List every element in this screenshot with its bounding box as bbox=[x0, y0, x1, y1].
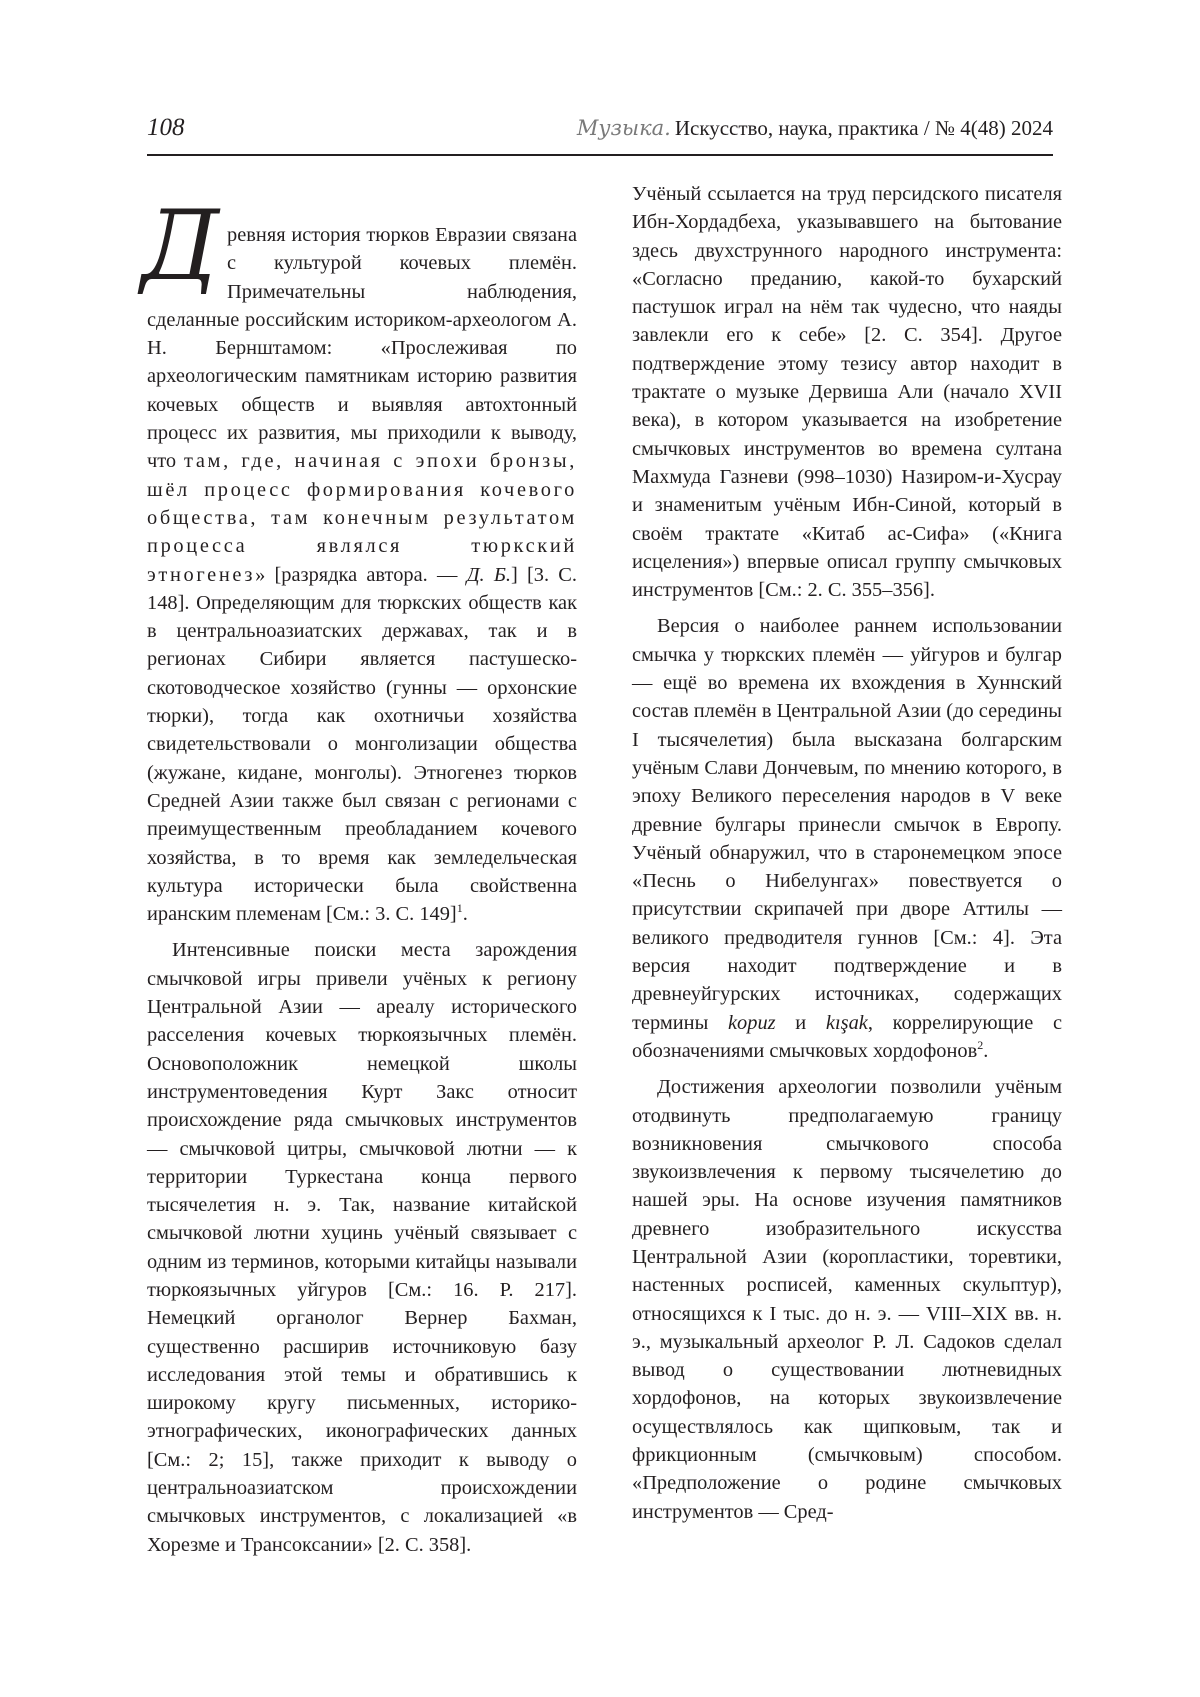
paragraph: Учёный ссылается на труд персидского писателя Ибн-Хордадбеха, указывавшего на бытование здесь двухструнного народного инструмента: «Согласно преданию, какой-то бухарский пастушок играл на нём так чудесно, что наяды завлекли его к себе» [2. С. 354]. Другое подтверждение этому тезису автор находит в трактате о музыке Дервиша Али (начало XVII века), в котором указывается на изобретение смычковых инструментов во времена султана Махмуда Газневи (998–1030) Назиром-и-Хусрау и знаменитым учёным Ибн-Синой, который в своём трактате «Китаб ас-Сифа» («Книга исцеления») впервые описал группу смычковых инструментов [См.: 2. С. 355–356]. bbox=[632, 183, 1062, 602]
text-run: ] [3. С. 148]. Определяющим для тюркских обществ как в центральноазиатских державах, так и в регионах Сибири является пастушеско-скотоводческое хозяйство (гунны — орхонские тюрки), тогда как охотничьи хозяйства свидетельствовали о монголизации общества (жужане, кидане, монголы). Этногенез тюрков Средней Азии также был связан с регионами с преимущественным преобладанием кочевого хозяйства, в то время как земледельческая культура исторически была свойственна иранским племенам [См.: 3. С. 149] bbox=[147, 563, 577, 926]
text-run: , коррелирующие с обозначениями смычковых хордофонов bbox=[632, 1011, 1063, 1062]
page-number: 108 bbox=[147, 114, 185, 141]
journal-name-script: Музыка. bbox=[576, 116, 671, 140]
left-column bbox=[141, 190, 577, 1559]
text-run: ревняя история тюрков Евразии связана с культурой кочевых племён. Примечательны наблюдения, сделанные российским историком-археологом А. Н. Бернштамом: «Прослеживая по археологическим памятникам историю развития кочевых обществ и выявляя автохтонный процесс их развития, мы приходили к выводу, что bbox=[147, 224, 577, 473]
text-run: и bbox=[775, 1011, 826, 1034]
paragraph: Достижения археологии позволили учёным отодвинуть предполагаемую границу возникновения смычкового способа звукоизвлечения к первому тысячелетию до нашей эры. На основе изучения памятников древнего изобразительного искусства Центральной Азии (коропластики, торевтики, настенных росписей, каменных скульптур), относящихся к I тыс. до н. э. — VIII–XIX вв. н. э., музыкальный археолог Р. Л. Садоков сделал вывод о существовании лютневидных хордофонов, на которых звукоизвлечение осуществлялось как щипковым, так и фрикционным (смычковым) способом. «Предположение о родине смычковых инструментов — Сред- bbox=[632, 1076, 1062, 1523]
page-header bbox=[147, 108, 1053, 156]
term-kisak: kışak bbox=[825, 1011, 868, 1034]
spaced-quote: там, где, начиная с эпохи бронзы, шёл процесс формирования кочевого общества, там конечным результатом процесса являлся тюркский этногенез bbox=[147, 450, 577, 586]
journal-issue: Искусство, наука, практика / № 4(48) 2024 bbox=[674, 116, 1053, 140]
paragraph bbox=[141, 190, 577, 928]
text-run: » [разрядка автора. — bbox=[255, 563, 467, 586]
drop-cap: Д bbox=[141, 190, 220, 302]
footnote-ref: 1 bbox=[456, 901, 463, 916]
author-initials: Д. Б. bbox=[466, 563, 511, 586]
right-column bbox=[632, 180, 1062, 1526]
text-run: . bbox=[462, 903, 468, 926]
paragraph: Интенсивные поиски места зарождения смычковой игры привели учёных к региону Центральной Азии — ареалу исторического расселения кочевых тюркоязычных племён. Основоположник немецкой школы инструментоведения Курт Закс относит происхождение ряда смычковых инструментов — смычковой цитры, смычковой лютни — к территории Туркестана конца первого тысячелетия н. э. Так, название китайской смычковой лютни хуцинь учёный связывает с одним из терминов, которыми китайцы называли тюркоязычных уйгуров [См.: 16. Р. 217]. Немецкий органолог Вернер Бахман, существенно расширив источниковую базу исследования этой темы и обратившись к широкому кругу письменных, историко-этнографических, иконографических данных [См.: 2; 15], также приходит к выводу о центральноазиатском происхождении смычковых инструментов, с локализацией «в Хорезме и Трансоксании» [2. С. 358]. bbox=[147, 939, 577, 1556]
paragraph bbox=[632, 612, 1062, 1065]
text-run: . bbox=[983, 1039, 989, 1062]
text-run: Версия о наиболее раннем использовании смычка у тюркских племён — уйгуров и булгар — ещё во времена их вхождения в Хуннский состав племён в Центральной Азии (до середины I тысячелетия) была высказана болгарским учёным Слави Дончевым, по мнению которого, в эпоху Великого переселения народов в V веке древние булгары принесли смычок в Европу. Учёный обнаружил, что в старонемецком эпосе «Песнь о Нибелунгах» повествуется о присутствии скрипачей при дворе Аттилы — великого предводителя гуннов [См.: 4]. Эта версия находит подтверждение и в древнеуйгурских источниках, содержащих термины bbox=[632, 615, 1062, 1034]
footnote-ref: 2 bbox=[977, 1038, 984, 1053]
running-title bbox=[577, 116, 1053, 141]
term-kopuz: kopuz bbox=[728, 1011, 776, 1034]
